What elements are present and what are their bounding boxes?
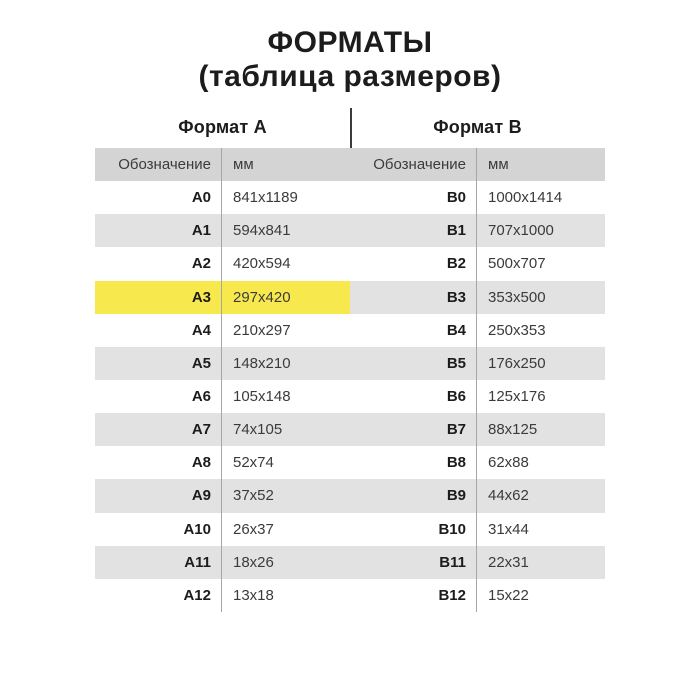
column-header-designation: Обозначение	[350, 148, 477, 181]
table-row	[350, 413, 605, 446]
format-size-mm: 52x74	[233, 454, 274, 472]
format-code: A12	[95, 579, 222, 612]
format-size-mm: 31x44	[488, 520, 529, 538]
format-size-mm: 594x841	[233, 222, 291, 240]
format-a-heading: Формат А	[178, 116, 267, 137]
format-code: B0	[350, 181, 477, 214]
table-row	[95, 181, 350, 214]
format-code: B7	[350, 413, 477, 446]
format-code: A4	[95, 314, 222, 347]
format-code: B6	[350, 380, 477, 413]
format-size-mm: 500x707	[488, 255, 546, 273]
format-code: A7	[95, 413, 222, 446]
format-size-mm: 18x26	[233, 553, 274, 571]
format-size-mm: 62x88	[488, 454, 529, 472]
format-code: B4	[350, 314, 477, 347]
table-row	[350, 181, 605, 214]
format-size-mm: 22x31	[488, 553, 529, 571]
format-code: A10	[95, 513, 222, 546]
table-row	[95, 546, 350, 579]
format-size-mm: 250x353	[488, 321, 546, 339]
format-code: B10	[350, 513, 477, 546]
column-header-mm: мм	[488, 156, 509, 174]
format-size-mm: 26x37	[233, 520, 274, 538]
table-row	[95, 413, 350, 446]
table-row	[350, 446, 605, 479]
table-row	[350, 214, 605, 247]
format-size-mm: 88x125	[488, 421, 538, 439]
format-size-mm: 297x420	[233, 288, 291, 306]
format-code: A6	[95, 380, 222, 413]
format-size-mm: 1000x1414	[488, 189, 563, 207]
table-row	[350, 281, 605, 314]
format-size-mm: 105x148	[233, 388, 291, 406]
format-code: A3	[95, 281, 222, 314]
table-row	[350, 546, 605, 579]
format-code: B11	[350, 546, 477, 579]
format-code: A11	[95, 546, 222, 579]
title-line-1: ФОРМАТЫ	[267, 26, 433, 59]
format-size-mm: 176x250	[488, 354, 546, 372]
format-b-table	[350, 148, 605, 612]
format-size-mm: 353x500	[488, 288, 546, 306]
format-code: B9	[350, 479, 477, 512]
table-row	[350, 380, 605, 413]
table-row	[95, 479, 350, 512]
format-a-table	[95, 148, 350, 612]
format-b-heading: Формат B	[433, 116, 522, 137]
format-code: B8	[350, 446, 477, 479]
format-code: B5	[350, 347, 477, 380]
table-row	[95, 247, 350, 280]
column-header-designation: Обозначение	[95, 148, 222, 181]
page-title	[0, 26, 700, 94]
format-code: B1	[350, 214, 477, 247]
format-code: B12	[350, 579, 477, 612]
format-code: A8	[95, 446, 222, 479]
format-code: B3	[350, 281, 477, 314]
table-row	[95, 281, 350, 314]
table-row	[350, 314, 605, 347]
table-row	[95, 579, 350, 612]
format-size-mm: 44x62	[488, 487, 529, 505]
format-size-mm: 13x18	[233, 586, 274, 604]
format-size-mm: 707x1000	[488, 222, 554, 240]
column-header-mm: мм	[233, 156, 254, 174]
format-size-mm: 420x594	[233, 255, 291, 273]
table-row	[95, 214, 350, 247]
title-line-2: (таблица размеров)	[198, 60, 502, 93]
table-row	[95, 347, 350, 380]
table-row	[350, 579, 605, 612]
table-row	[350, 347, 605, 380]
format-size-mm: 125x176	[488, 388, 546, 406]
format-size-mm: 148x210	[233, 354, 291, 372]
table-row	[95, 314, 350, 347]
table-header-row	[350, 148, 605, 181]
format-size-mm: 37x52	[233, 487, 274, 505]
table-row	[350, 513, 605, 546]
format-size-mm: 210x297	[233, 321, 291, 339]
format-code: A0	[95, 181, 222, 214]
table-row	[350, 479, 605, 512]
table-row	[95, 446, 350, 479]
format-size-mm: 15x22	[488, 586, 529, 604]
format-size-mm: 841x1189	[233, 189, 298, 207]
table-row	[350, 247, 605, 280]
size-tables	[95, 148, 605, 612]
table-row	[95, 380, 350, 413]
table-row	[95, 513, 350, 546]
format-code: A2	[95, 247, 222, 280]
format-code: A9	[95, 479, 222, 512]
format-code: A5	[95, 347, 222, 380]
format-code: A1	[95, 214, 222, 247]
format-size-mm: 74x105	[233, 421, 283, 439]
format-code: B2	[350, 247, 477, 280]
table-header-row	[95, 148, 350, 181]
